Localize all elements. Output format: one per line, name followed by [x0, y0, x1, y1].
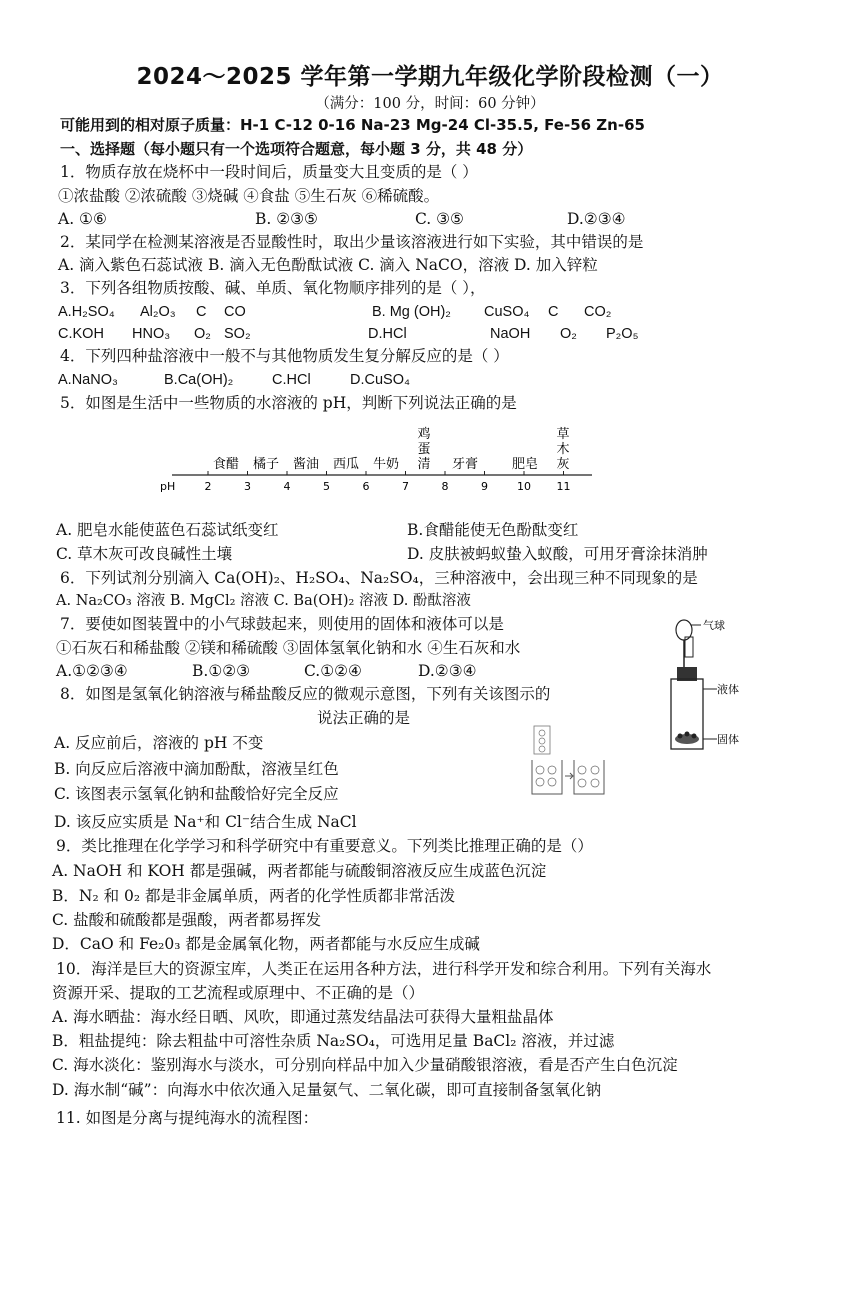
- q8-option-b: B. 向反应后溶液中滴加酚酞，溶液呈红色: [54, 760, 339, 778]
- q5-stem: 5．如图是生活中一些物质的水溶液的 pH，判断下列说法正确的是: [60, 394, 517, 412]
- q5-option-b: B.食醋能使无色酚酞变红: [407, 521, 579, 539]
- ph-tick-label: 3: [244, 480, 251, 493]
- ph-item-label: 牙膏: [451, 457, 479, 472]
- q9-option-b: B．N₂ 和 0₂ 都是非金属单质，两者的化学性质都非常活泼: [52, 887, 456, 905]
- balloon-apparatus-figure: [665, 615, 775, 755]
- q3-c-1: C.KOH: [58, 326, 104, 342]
- ph-tick-label: 5: [323, 480, 330, 493]
- ph-scale-figure: [160, 418, 600, 498]
- q3-a-2: Al₂O₃: [140, 304, 176, 320]
- q3-stem: 3．下列各组物质按酸、碱、单质、氧化物顺序排列的是（ ），: [60, 279, 486, 297]
- q4-option-b: B.Ca(OH)₂: [164, 372, 234, 388]
- ph-item-label: 食醋: [212, 457, 240, 472]
- q1-items: ①浓盐酸 ②浓硫酸 ③烧碱 ④食盐 ⑤生石灰 ⑥稀硫酸。: [58, 187, 440, 205]
- q9-option-a: A. NaOH 和 KOH 都是强碱，两者都能与硫酸铜溶液反应生成蓝色沉淀: [52, 862, 547, 880]
- q2-stem: 2．某同学在检测某溶液是否显酸性时，取出少量该溶液进行如下实验，其中错误的是: [60, 233, 644, 251]
- q8-stem-2: 说法正确的是: [317, 709, 411, 727]
- q3-c-2: HNO₃: [132, 326, 171, 342]
- q3-d-4: P₂O₅: [606, 326, 639, 342]
- q6-options: A. Na₂CO₃ 溶液 B. MgCl₂ 溶液 C. Ba(OH)₂ 溶液 D. 酚酞溶液: [56, 593, 471, 609]
- page-title: 2024～2025 学年第一学期九年级化学阶段检测（一）: [136, 64, 724, 90]
- q5-option-c: C. 草木灰可改良碱性土壤: [56, 545, 233, 563]
- q3-d-3: O₂: [560, 326, 577, 342]
- ph-item-label: 木: [556, 442, 570, 457]
- ph-item-label: 草: [556, 427, 570, 442]
- q3-b-2: CuSO₄: [484, 304, 530, 320]
- exam-info: （满分：100 分，时间：60 分钟）: [315, 96, 545, 112]
- q4-stem: 4．下列四种盐溶液中一般不与其他物质发生复分解反应的是（ ）: [60, 347, 509, 365]
- label-liquid: 液体: [717, 683, 739, 696]
- ph-item-label: 清: [417, 457, 431, 472]
- q7-stem: 7．要使如图装置中的小气球鼓起来，则使用的固体和液体可以是: [60, 615, 504, 633]
- q8-option-a: A. 反应前后，溶液的 pH 不变: [54, 734, 264, 752]
- section-heading: 一、选择题（每小题只有一个选项符合题意，每小题 3 分，共 48 分）: [60, 140, 533, 158]
- ph-item-label: 牛奶: [372, 457, 400, 472]
- q10-stem-2: 资源开采、提取的工艺流程或原理中、不正确的是（）: [52, 984, 425, 1002]
- ph-item-label: 蛋: [417, 442, 431, 457]
- q2-options: A. 滴入紫色石蕊试液 B. 滴入无色酚酞试液 C. 滴入 NaCO，溶液 D. 加入锌粒: [58, 256, 598, 274]
- label-solid: 固体: [717, 733, 739, 746]
- ph-item-label: 酱油: [292, 457, 320, 472]
- q5-option-d: D. 皮肤被蚂蚁蛰入蚁酸，可用牙膏涂抹消肿: [407, 545, 708, 563]
- ph-tick-label: 11: [556, 480, 571, 493]
- q1-option-d: D.②③④: [567, 210, 626, 228]
- q10-option-b: B．粗盐提纯：除去粗盐中可溶性杂质 Na₂SO₄，可选用足量 BaCl₂ 溶液，并过滤: [52, 1032, 615, 1050]
- q3-d-1: D.HCl: [368, 326, 407, 342]
- ph-item-label: 鸡: [417, 427, 431, 442]
- q4-option-d: D.CuSO₄: [350, 372, 410, 388]
- q1-option-a: A. ①⑥: [58, 210, 107, 228]
- q1-option-b: B. ②③⑤: [255, 210, 318, 228]
- q8-stem: 8．如图是氢氧化钠溶液与稀盐酸反应的微观示意图，下列有关该图示的: [60, 685, 551, 703]
- q4-option-c: C.HCl: [272, 372, 311, 388]
- q9-option-c: C. 盐酸和硫酸都是强酸，两者都易挥发: [52, 911, 322, 929]
- q3-c-3: O₂: [194, 326, 211, 342]
- q11-stem: 11. 如图是分离与提纯海水的流程图：: [56, 1109, 319, 1127]
- q3-a-4: CO: [224, 304, 246, 320]
- q7-option-b: B.①②③: [192, 662, 251, 680]
- q7-option-a: A.①②③④: [56, 662, 128, 680]
- ph-item-label: 灰: [556, 457, 570, 472]
- q4-option-a: A.NaNO₃: [58, 372, 118, 388]
- q3-c-4: SO₂: [224, 326, 251, 342]
- ph-item-label: 橘子: [252, 457, 280, 472]
- label-balloon: 气球: [703, 619, 725, 632]
- q5-option-a: A. 肥皂水能使蓝色石蕊试纸变红: [56, 521, 279, 539]
- q10-stem: 10．海洋是巨大的资源宝库，人类正在运用各种方法，进行科学开发和综合利用。下列有关海水: [56, 960, 712, 978]
- q8-option-d: D. 该反应实质是 Na⁺和 Cl⁻结合生成 NaCl: [54, 813, 357, 831]
- ph-tick-label: 4: [283, 480, 291, 493]
- q1-stem: 1．物质存放在烧杯中一段时间后，质量变大且变质的是（ ）: [60, 163, 478, 181]
- neutralization-micro-figure: [528, 724, 608, 799]
- q3-b-3: C: [548, 304, 559, 320]
- ph-tick-label: 8: [441, 480, 449, 493]
- ph-item-label: 肥皂: [511, 457, 539, 472]
- q8-option-c: C. 该图表示氢氧化钠和盐酸恰好完全反应: [54, 785, 339, 803]
- q10-option-a: A. 海水晒盐：海水经日晒、风吹，即通过蒸发结晶法可获得大量粗盐晶体: [52, 1008, 554, 1026]
- q10-option-c: C. 海水淡化：鉴别海水与淡水，可分别向样品中加入少量硝酸银溶液，看是否产生白色沉淀: [52, 1056, 678, 1074]
- q3-b-4: CO₂: [584, 304, 612, 320]
- q7-option-c: C.①②④: [304, 662, 362, 680]
- q1-option-c: C. ③⑤: [415, 210, 464, 228]
- ph-tick-label: 6: [362, 480, 370, 493]
- ph-item-label: 西瓜: [332, 457, 360, 472]
- q6-stem: 6．下列试剂分别滴入 Ca(OH)₂、H₂SO₄、Na₂SO₄，三种溶液中，会出现三种不同现象的是: [60, 569, 698, 587]
- ph-label: pH: [160, 480, 176, 493]
- q3-d-2: NaOH: [490, 326, 531, 342]
- ph-tick-label: 9: [481, 480, 488, 493]
- q3-b-1: B. Mg (OH)₂: [372, 304, 451, 320]
- q10-option-d: D. 海水制“碱”：向海水中依次通入足量氨气、二氧化碳，即可直接制备氢氧化钠: [52, 1081, 602, 1099]
- ph-tick-label: 7: [402, 480, 409, 493]
- ph-tick-label: 2: [204, 480, 212, 493]
- atomic-masses: 可能用到的相对原子质量：H-1 C-12 0-16 Na-23 Mg-24 Cl-35.5, Fe-56 Zn-65: [60, 116, 645, 134]
- q9-stem: 9．类比推理在化学学习和科学研究中有重要意义。下列类比推理正确的是（）: [56, 837, 593, 855]
- q3-a-1: A.H₂SO₄: [58, 304, 115, 320]
- ph-tick-label: 10: [517, 480, 531, 493]
- q7-items: ①石灰石和稀盐酸 ②镁和稀硫酸 ③固体氢氧化钠和水 ④生石灰和水: [56, 639, 521, 657]
- q7-option-d: D.②③④: [418, 662, 477, 680]
- q3-a-3: C: [196, 304, 207, 320]
- q9-option-d: D．CaO 和 Fe₂0₃ 都是金属氧化物，两者都能与水反应生成碱: [52, 935, 480, 953]
